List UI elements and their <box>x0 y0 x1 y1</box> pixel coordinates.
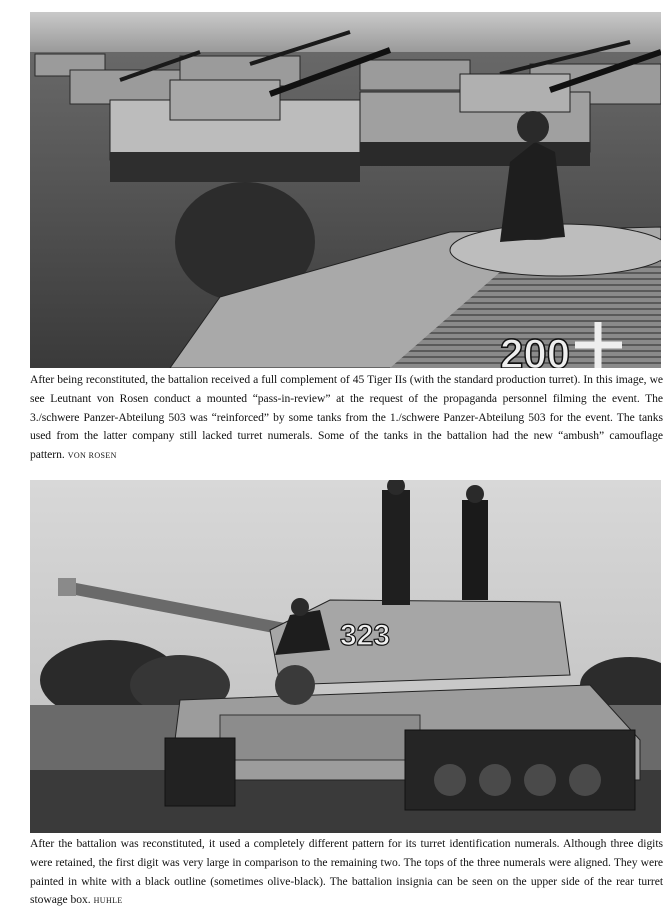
photo-tiger-ii-pass-in-review <box>30 12 661 368</box>
turret-number-323: 323 <box>340 619 391 652</box>
caption-top-text: After being reconstituted, the battalion received a full complement of 45 Tiger IIs (with the standard production turret). In this image, we see Leutnant von Rosen conduct a mounted “pass-in-review” at the request of the propaganda personnel filming the event. The 3./schwere Panzer-Abteilung 503 was “reinforced” by some tanks from the 1./schwere Panzer-Abteilung 503 for the event. The tanks used from the latter company still lacked turret numerals. Some of the tanks in the battalion had the new “ambush” camouflage pattern. <box>30 373 663 462</box>
photo-tiger-i-turret-323 <box>30 480 661 833</box>
caption-bottom-text: After the battalion was reconstituted, it used a completely different pattern for its turret identification numerals. Although three digits were retained, the first digit was very large in comparison to the remaining two. The tops of the three numerals were aligned. They were painted in white with a black outline (sometimes olive-black). The battalion insignia can be seen on the upper side of the rear turret stowage box. <box>30 837 663 907</box>
turret-number-fragment: 200 <box>500 330 571 368</box>
photo-tiger-i-turret-323-image <box>30 480 661 833</box>
photo-credit-bottom: HUHLE <box>93 896 123 906</box>
photo-credit-top: VON ROSEN <box>67 451 117 461</box>
caption-top <box>30 371 663 466</box>
caption-bottom <box>30 835 663 911</box>
photo-tiger-ii-pass-in-review-image <box>30 12 661 368</box>
